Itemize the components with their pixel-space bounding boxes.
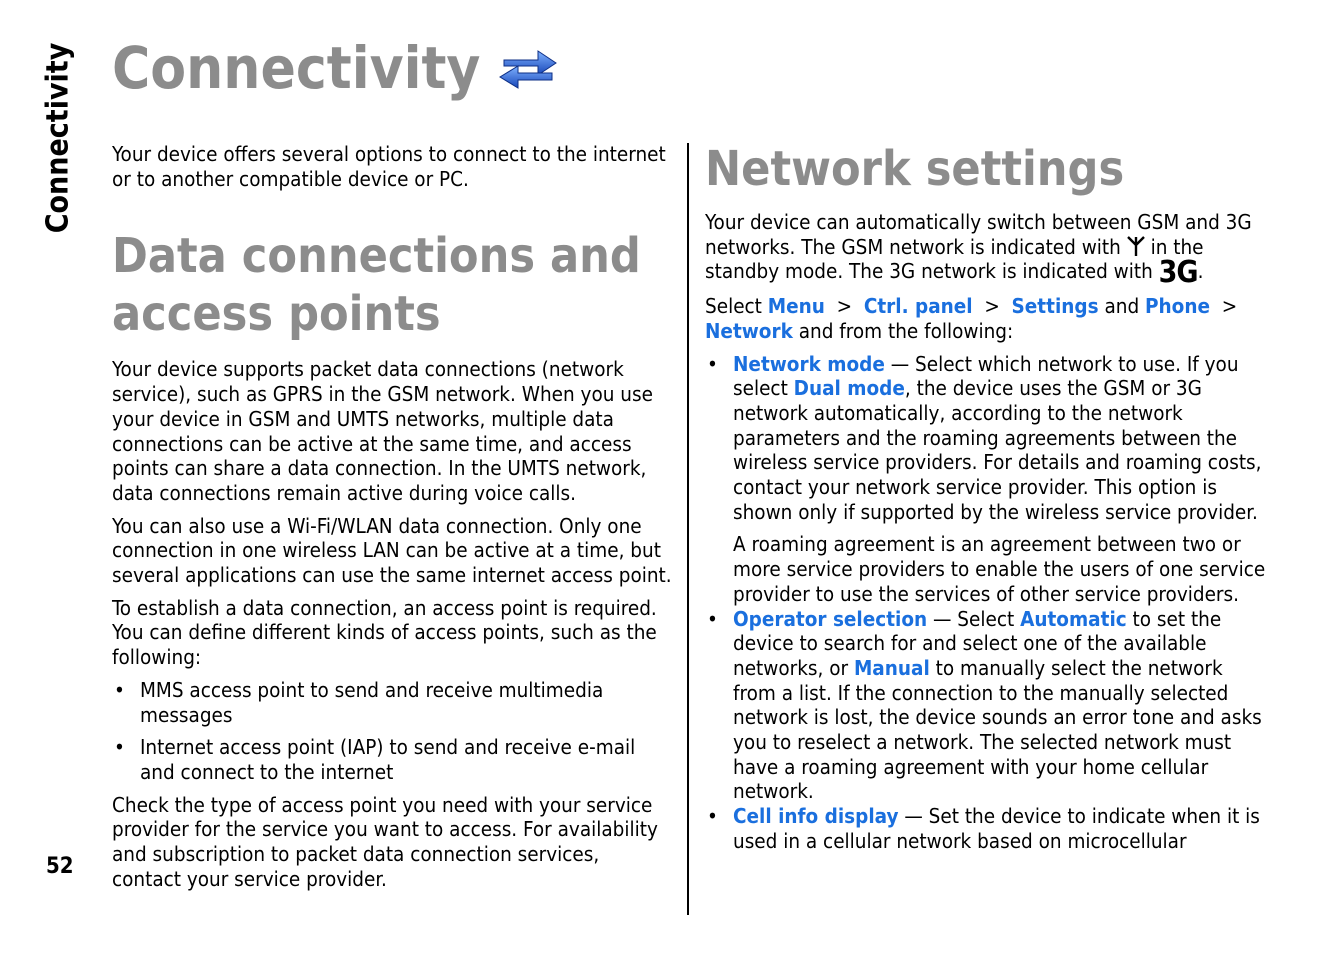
chapter-title (112, 30, 560, 106)
page-number: 52 (46, 854, 74, 879)
settings-link[interactable]: Settings (1011, 294, 1099, 319)
menu-link[interactable]: Menu (767, 294, 825, 319)
network-options-list (705, 352, 1269, 854)
ctrl-panel-link[interactable]: Ctrl. panel (863, 294, 973, 319)
list-item-network-mode: • Network mode — Select which network to use. If you select Dual mode, the device uses the GSM or 3G network automatically, according to the network parameters and the roaming agreements between the wireless service providers. For details and roaming costs, contact your network service provider. This option is shown only if supported by the wireless service provider. A roaming agreement is an agreement between two or more service providers to enable the users of one service provider to use the services of other service providers. (705, 352, 1269, 607)
automatic-option[interactable]: Automatic (1020, 606, 1127, 631)
network-link[interactable]: Network (705, 318, 793, 343)
3g-icon: 3G (1158, 255, 1198, 291)
roaming-note: A roaming agreement is an agreement between two or more service providers to enable the users of one service provider to use the services of other service providers. (733, 532, 1266, 606)
cell-info-display-option[interactable]: Cell info display (733, 804, 899, 829)
phone-link[interactable]: Phone (1145, 294, 1210, 319)
list-item: • MMS access point to send and receive multimedia messages (112, 678, 674, 727)
menu-path: Select Menu > Ctrl. panel > Settings and Phone > Network and from the following: (705, 294, 1238, 343)
manual-option[interactable]: Manual (853, 655, 930, 680)
left-column (112, 142, 674, 899)
paragraph: Check the type of access point you need with your service provider for the service you want to access. For availability and subscription to packet data connection services, contact your service provider. (112, 792, 658, 891)
operator-selection-option[interactable]: Operator selection (733, 606, 928, 631)
section-heading-network-settings: Network settings (705, 141, 1125, 197)
list-item: • Internet access point (IAP) to send and receive e-mail and connect to the internet (112, 735, 674, 784)
list-item-cell-info-display: • Cell info display — Set the device to indicate when it is used in a cellular network based on microcellular (705, 804, 1269, 853)
access-point-list (112, 678, 674, 785)
column-divider (687, 143, 689, 915)
right-column (705, 140, 1269, 862)
section-heading-data-connections: Data connections and access points (112, 228, 641, 343)
antenna-icon (1127, 235, 1145, 257)
connectivity-arrows-icon (496, 43, 560, 93)
network-intro: Your device can automatically switch between GSM and 3G networks. The GSM network is indicated with in the standby mode. The 3G network is indicated with 3G. (705, 210, 1252, 291)
dual-mode-option[interactable]: Dual mode (793, 376, 905, 401)
network-mode-option[interactable]: Network mode (733, 351, 885, 376)
list-item-operator-selection: • Operator selection — Select Automatic to set the device to search for and select one of the available networks, or Manual to manually select the network from a list. If the connection to the manually selected network is lost, the device sounds an error tone and asks you to reselect a network. The selected network must have a roaming agreement with your home cellular network. (705, 607, 1269, 805)
intro-paragraph: Your device offers several options to connect to the internet or to another compatible device or PC. (112, 142, 666, 191)
chapter-title-text: Connectivity (112, 34, 481, 102)
paragraph: Your device supports packet data connections (network service), such as GPRS in the GSM network. When you use your device in GSM and UMTS networks, multiple data connections can be active at the same time, and access points can share a data connection. In the UMTS network, data connections remain active during voice calls. (112, 357, 653, 505)
paragraph: You can also use a Wi-Fi/WLAN data connection. Only one connection in one wireless LAN can be active at a time, but several applications can use the same internet access point. (112, 513, 672, 588)
paragraph: To establish a data connection, an access point is required. You can define different kinds of access points, such as the following: (112, 595, 657, 670)
side-tab-label: Connectivity (40, 42, 76, 234)
side-tab (38, 38, 78, 238)
